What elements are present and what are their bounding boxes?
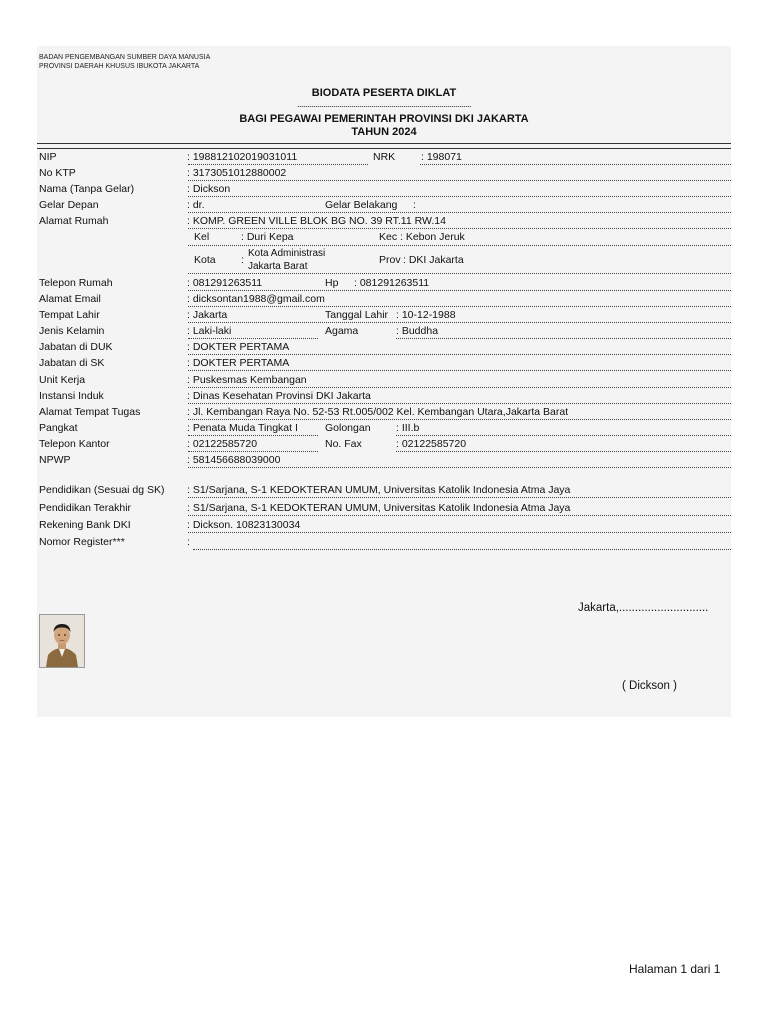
value-telepon-rumah: : 081291263511 <box>187 277 263 289</box>
label-gelar-belakang: Gelar Belakang <box>325 199 398 211</box>
line-golongan <box>396 435 731 436</box>
value-alamat-rumah: : KOMP. GREEN VILLE BLOK BG NO. 39 RT.11 RW.14 <box>187 215 446 227</box>
value-email: : dicksontan1988@gmail.com <box>187 293 325 305</box>
value-nama: : Dickson <box>187 183 231 195</box>
form-title: BIODATA PESERTA DIKLAT <box>311 87 457 99</box>
value-kota-colon: : <box>241 254 244 266</box>
value-kota-line1: Kota Administrasi <box>248 248 326 259</box>
value-jabatan-sk: : DOKTER PERTAMA <box>187 357 290 369</box>
label-ktp: No KTP <box>39 167 76 179</box>
label-pangkat: Pangkat <box>39 422 78 434</box>
header-divider <box>37 143 731 144</box>
title-dots: ....................................................................................... <box>296 99 472 109</box>
value-jabatan-duk: : DOKTER PERTAMA <box>187 341 290 353</box>
line-fax <box>396 451 731 452</box>
value-register: : <box>187 536 190 548</box>
value-npwp: : 581456688039000 <box>187 454 281 466</box>
line-register <box>193 549 731 550</box>
label-jabatan-duk: Jabatan di DUK <box>39 341 113 353</box>
label-alamat-tugas: Alamat Tempat Tugas <box>39 406 141 418</box>
org-line-2: PROVINSI DAERAH KHUSUS IBUKOTA JAKARTA <box>39 63 200 70</box>
value-telepon-kantor: : 02122585720 <box>187 438 258 450</box>
label-jenis-kelamin: Jenis Kelamin <box>39 325 105 337</box>
value-kel: : Duri Kepa <box>241 231 294 243</box>
line-pangkat <box>188 435 318 436</box>
value-jenis-kelamin: : Laki-laki <box>187 325 232 337</box>
form-year: TAHUN 2024 <box>351 126 417 138</box>
label-fax: No. Fax <box>325 438 362 450</box>
value-alamat-tugas: : Jl. Kembangan Raya No. 52-53 Rt.005/002 Kel. Kembangan Utara,Jakarta Barat <box>187 406 569 418</box>
value-golongan: : III.b <box>396 422 420 434</box>
value-gelar-belakang: : <box>413 199 416 211</box>
value-pangkat: : Penata Muda Tingkat I <box>187 422 298 434</box>
value-unit-kerja: : Puskesmas Kembangan <box>187 374 307 386</box>
line-ktp <box>188 180 731 181</box>
label-telepon-rumah: Telepon Rumah <box>39 277 113 289</box>
value-gelar-depan: : dr. <box>187 199 205 211</box>
label-alamat-rumah: Alamat Rumah <box>39 215 109 227</box>
label-instansi: Instansi Induk <box>39 390 104 402</box>
label-nrk: NRK <box>373 151 396 163</box>
label-pendidikan-akhir: Pendidikan Terakhir <box>39 502 132 514</box>
line-jabatan-duk <box>188 354 731 355</box>
value-nrk: : 198071 <box>421 151 462 163</box>
line-telepon <box>188 290 731 291</box>
form-subtitle: BAGI PEGAWAI PEMERINTAH PROVINSI DKI JAKARTA <box>239 113 529 125</box>
line-instansi <box>188 403 731 404</box>
line-gelar <box>188 212 731 213</box>
value-pendidikan-akhir: : S1/Sarjana, S-1 KEDOKTERAN UMUM, Universitas Katolik Indonesia Atma Jaya <box>187 502 571 514</box>
label-jabatan-sk: Jabatan di SK <box>39 357 105 369</box>
label-kota: Kota <box>194 254 216 266</box>
header-divider-2 <box>37 148 731 149</box>
label-pendidikan-sk: Pendidikan (Sesuai dg SK) <box>39 484 165 496</box>
line-lahir <box>188 322 731 323</box>
profile-photo-image <box>40 615 84 667</box>
value-tanggal-lahir: : 10-12-1988 <box>396 309 456 321</box>
label-nip: NIP <box>39 151 57 163</box>
value-rekening: : Dickson. 10823130034 <box>187 519 301 531</box>
value-agama: : Buddha <box>396 325 439 337</box>
label-gelar-depan: Gelar Depan <box>39 199 99 211</box>
value-pendidikan-sk: : S1/Sarjana, S-1 KEDOKTERAN UMUM, Universitas Katolik Indonesia Atma Jaya <box>187 484 571 496</box>
signature-place-date: Jakarta,............................ <box>578 602 709 614</box>
profile-photo <box>39 614 85 668</box>
label-tanggal-lahir: Tanggal Lahir <box>325 309 389 321</box>
line-kota <box>188 273 731 274</box>
label-unit-kerja: Unit Kerja <box>39 374 86 386</box>
org-line-1: BADAN PENGEMBANGAN SUMBER DAYA MANUSIA <box>39 54 211 61</box>
value-kec: : Kebon Jeruk <box>400 231 465 243</box>
page-number: Halaman 1 dari 1 <box>629 962 721 976</box>
label-prov: Prov <box>379 254 401 266</box>
line-alamat-tugas <box>188 419 731 420</box>
label-register: Nomor Register*** <box>39 536 125 548</box>
value-tempat-lahir: : Jakarta <box>187 309 228 321</box>
line-email <box>188 306 731 307</box>
line-nip <box>188 164 368 165</box>
label-rekening: Rekening Bank DKI <box>39 519 131 531</box>
line-jenis-kelamin <box>188 338 318 339</box>
line-pendidikan-sk <box>188 497 731 498</box>
line-rekening <box>188 532 731 533</box>
label-kec: Kec <box>379 231 398 243</box>
line-jabatan-sk <box>188 370 731 371</box>
line-npwp <box>188 467 731 468</box>
value-ktp: : 3173051012880002 <box>187 167 287 179</box>
line-nrk <box>420 164 731 165</box>
value-fax: : 02122585720 <box>396 438 467 450</box>
label-telepon-kantor: Telepon Kantor <box>39 438 110 450</box>
label-tempat-lahir: Tempat Lahir <box>39 309 100 321</box>
value-nip: : 198812102019031011 <box>187 151 298 163</box>
line-alamat-rumah <box>188 228 731 229</box>
signature-name: ( Dickson ) <box>622 680 677 692</box>
label-hp: Hp <box>325 277 339 289</box>
line-kel <box>188 245 731 246</box>
value-hp: : 081291263511 <box>354 277 430 289</box>
value-prov: : DKI Jakarta <box>403 254 464 266</box>
line-telepon-kantor <box>188 451 318 452</box>
label-golongan: Golongan <box>325 422 371 434</box>
form-panel <box>37 46 731 717</box>
line-agama <box>396 338 731 339</box>
label-nama: Nama (Tanpa Gelar) <box>39 183 135 195</box>
label-npwp: NPWP <box>39 454 71 466</box>
line-nama <box>188 196 731 197</box>
label-kel: Kel <box>194 231 210 243</box>
label-agama: Agama <box>325 325 359 337</box>
value-instansi: : Dinas Kesehatan Provinsi DKI Jakarta <box>187 390 371 402</box>
label-email: Alamat Email <box>39 293 101 305</box>
value-kota-line2: Jakarta Barat <box>248 261 308 272</box>
line-unit-kerja <box>188 387 731 388</box>
line-pendidikan-akhir <box>188 515 731 516</box>
